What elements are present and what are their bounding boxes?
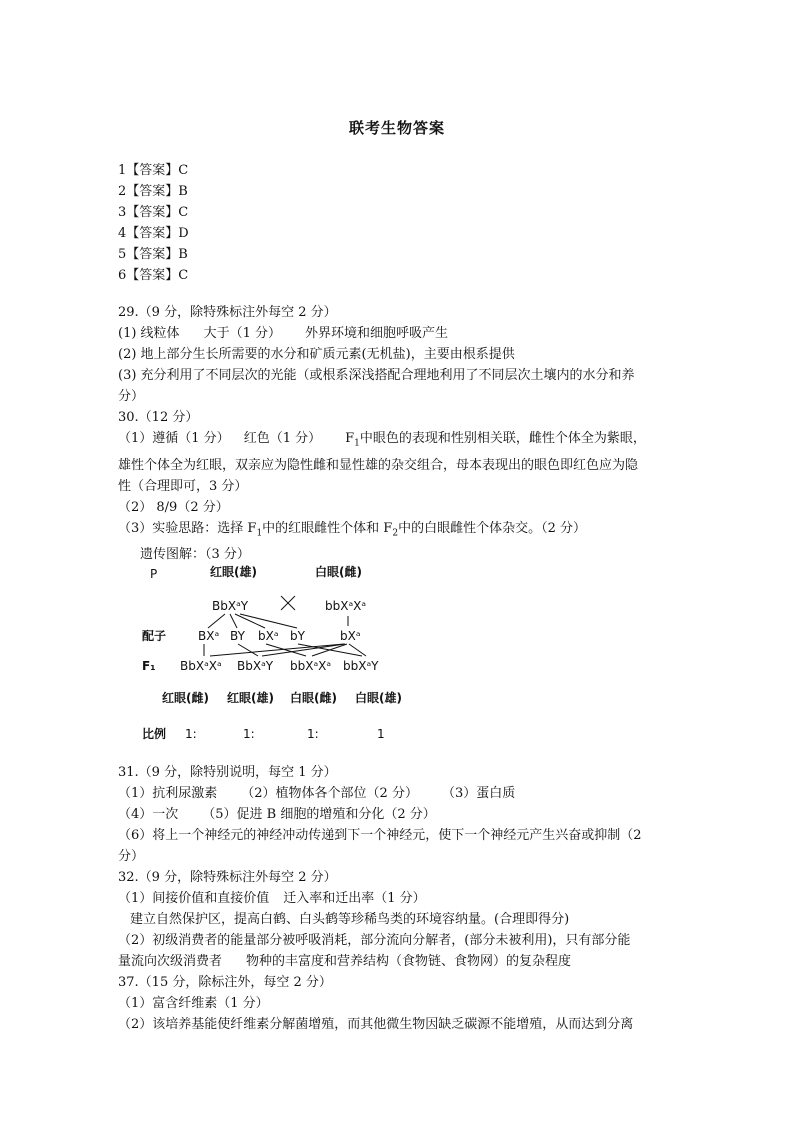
subscript: 2	[392, 528, 399, 539]
answer-text: （3）蛋白质	[441, 786, 516, 801]
gamete-arrow	[208, 614, 225, 628]
answer-text: 物种的丰富度和营养结构（食物链、食物网）的复杂程度	[246, 954, 572, 969]
answer-line: 建立自然保护区，提高白鹤、白头鹤等珍稀鸟类的环境容纳量。(合理即得分)	[130, 912, 570, 927]
answer-line: （2）初级消费者的能量部分被呼吸消耗，部分流向分解者，(部分未被利用)，只有部分能	[118, 933, 631, 948]
answer-text: 迁入率和迁出率（1 分）	[283, 891, 426, 906]
answer-line	[118, 951, 688, 972]
answer-text: （3）实验思路：选择 F	[118, 520, 257, 536]
gamete: BY	[230, 629, 245, 643]
question-header: 30.（12 分）	[118, 410, 199, 425]
offspring-phenotype: 白眼(雌)	[290, 691, 337, 705]
answer-text: (1) 线粒体	[118, 326, 180, 341]
answer-line	[118, 428, 688, 455]
genetic-cross-diagram	[140, 560, 440, 750]
answer-text: 红色（1 分）	[243, 431, 322, 446]
parent1-phenotype: 红眼(雄)	[210, 565, 257, 579]
gamete: BXᵃ	[198, 629, 220, 643]
answer-line	[118, 888, 688, 909]
answer-text: F	[345, 431, 355, 446]
offspring-phenotype: 红眼(雌)	[162, 691, 209, 705]
ratio-value: 1:	[243, 727, 255, 741]
gamete-label: 配子	[142, 629, 167, 643]
offspring-phenotype: 红眼(雄)	[227, 691, 274, 705]
answer-line: （1）富含纤维素（1 分）	[118, 996, 269, 1011]
answer-line: （2） 8/9（2 分）	[118, 499, 229, 515]
answer-line: （2）该培养基能使纤维素分解菌增殖，而其他微生物因缺乏碳源不能增殖，从而达到分离	[118, 1017, 634, 1032]
parent1-genotype: BbXᵃY	[212, 599, 249, 613]
question-31	[118, 762, 688, 867]
answer-line: (2) 地上部分生长所需要的水分和矿质元素(无机盐)，主要由根系提供	[118, 347, 515, 362]
answer-line: 性（合理即可，3 分）	[118, 478, 248, 494]
offspring-arrow	[238, 644, 258, 656]
answer-line: 4【答案】D	[118, 226, 189, 241]
gamete-arrow	[230, 614, 237, 628]
ratio-value: 1:	[307, 727, 319, 741]
question-32	[118, 867, 688, 972]
answer-line: 雄性个体全为红眼，双亲应为隐性雌和显性雄的杂交组合，母本表现出的眼色即红色应为隐	[118, 457, 639, 473]
p-label: P	[150, 567, 158, 581]
answer-line: 3【答案】C	[118, 205, 189, 220]
page-title: 联考生物答案	[348, 119, 445, 137]
answer-line	[118, 518, 688, 545]
question-header: 31.（9 分，除特别说明，每空 1 分）	[118, 765, 337, 780]
answer-line	[118, 323, 688, 344]
answer-text: （1）遵循（1 分）	[118, 431, 230, 446]
multiple-choice-answers	[118, 160, 189, 286]
answer-text: 外界环境和细胞呼吸产生	[304, 326, 448, 341]
subscript: 1	[354, 438, 360, 449]
answer-text: （5）促进 B 细胞的增殖和分化（2 分）	[202, 807, 436, 822]
answer-text: 中眼色的表现和性别相关联，雌性个体全为紫眼，	[359, 431, 646, 446]
answer-line: 5【答案】B	[118, 247, 188, 262]
answer-line: 6【答案】C	[118, 268, 189, 283]
answer-text: 中的红眼雌性个体和 F	[262, 520, 393, 536]
answer-text: 量流向次级消费者	[118, 954, 223, 969]
answer-line: 1【答案】C	[118, 163, 189, 178]
answer-line	[118, 783, 688, 804]
question-header: 37.（15 分，除标注外，每空 2 分）	[118, 975, 332, 990]
answer-text: 中的白眼雌性个体杂交。（2 分）	[398, 520, 586, 536]
answer-line: 分）	[118, 849, 145, 864]
gamete: bY	[290, 629, 305, 643]
answer-line	[118, 804, 688, 825]
question-header: 32.（9 分，除特殊标注外每空 2 分）	[118, 870, 337, 885]
parent2-genotype: bbXᵃXᵃ	[325, 599, 367, 613]
answer-line: 遗传图解：（3 分）	[140, 547, 250, 563]
gamete: bXᵃ	[258, 629, 279, 643]
gamete-arrow	[240, 614, 297, 628]
f1-label: F₁	[142, 659, 156, 673]
parent2-phenotype: 白眼(雌)	[315, 565, 362, 579]
offspring-genotype: BbXᵃXᵃ	[180, 659, 222, 673]
answer-text: （4）一次	[118, 807, 179, 822]
ratio-value: 1:	[185, 727, 197, 741]
offspring-genotype: bbXᵃY	[343, 659, 379, 673]
offspring-genotype: bbXᵃXᵃ	[290, 659, 332, 673]
answer-text: （1）间接价值和直接价值	[118, 891, 270, 906]
answer-text: （2）植物体各个部位（2 分）	[241, 786, 418, 801]
ratio-label: 比例	[142, 727, 167, 741]
answer-text: 大于（1 分）	[203, 326, 281, 341]
answer-line: 2【答案】B	[118, 184, 188, 199]
offspring-phenotype: 白眼(雄)	[355, 691, 402, 705]
question-30	[118, 407, 688, 565]
answer-line: 分）	[118, 389, 145, 404]
gamete: bXᵃ	[340, 629, 361, 643]
question-37	[118, 972, 688, 1035]
answer-text: （1）抗利尿激素	[118, 786, 218, 801]
subscript: 1	[256, 528, 263, 539]
question-header: 29.（9 分，除特殊标注外每空 2 分）	[118, 305, 337, 320]
offspring-genotype: BbXᵃY	[237, 659, 274, 673]
question-29	[118, 302, 688, 407]
answer-line: （6）将上一个神经元的神经冲动传递到下一个神经元，使下一个神经元产生兴奋或抑制（2	[118, 828, 642, 843]
answer-line: (3) 充分利用了不同层次的光能（或根系深浅搭配合理地利用了不同层次土壤内的水分和养	[118, 368, 635, 383]
ratio-value: 1	[377, 727, 385, 741]
